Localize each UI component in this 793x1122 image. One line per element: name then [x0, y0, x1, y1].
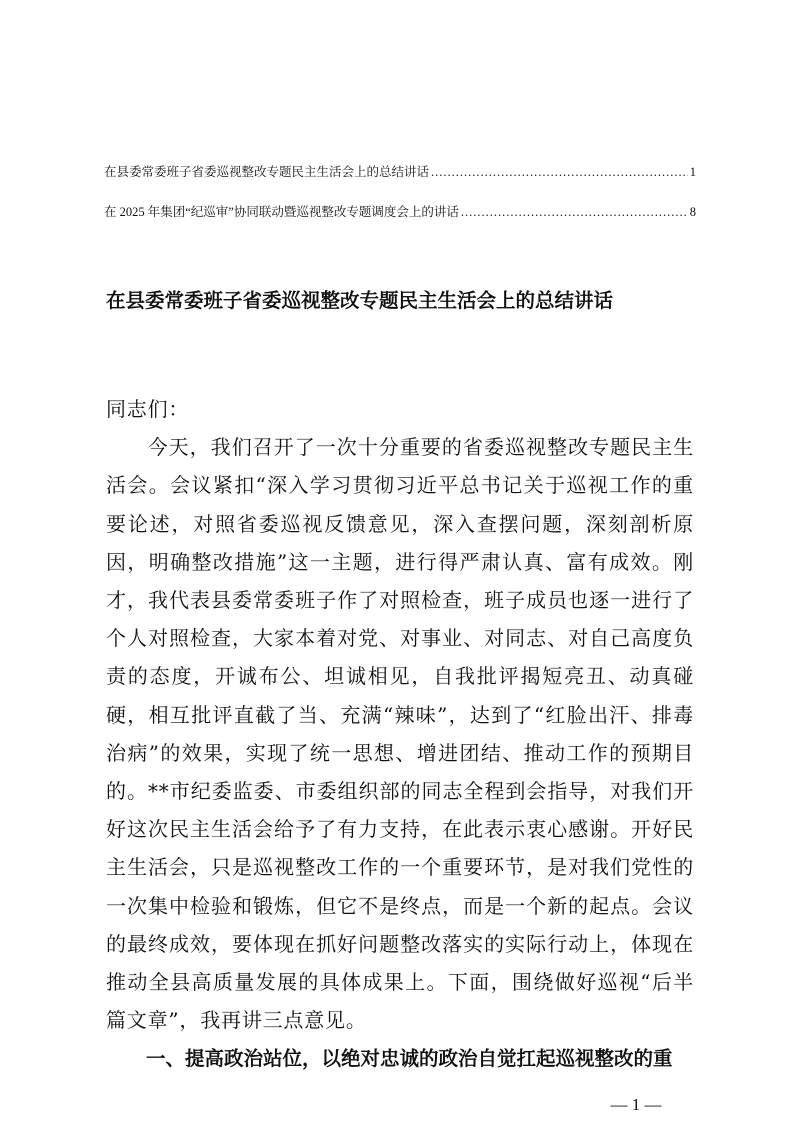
toc-entry-page: 1 — [689, 165, 696, 179]
section-heading: 一、提高政治站位，以绝对忠诚的政治自觉扛起巡视整改的重 — [146, 1047, 673, 1071]
toc-leader-dots — [431, 164, 688, 180]
document-body — [106, 390, 694, 1079]
toc-entry-page: 8 — [689, 205, 696, 219]
body-paragraph: 今天，我们召开了一次十分重要的省委巡视整改专题民主生活会。会议紧扣“深入学习贯彻习近平总书记关于巡视工作的重要论述，对照省委巡视反馈意见，深入查摆问题，深刻剖析原因，明确整改措施”这一主题，进行得严肃认真、富有成效。刚才，我代表县委常委班子作了对照检查，班子成员也逐一进行了个人对照检查，大家本着对党、对事业、对同志、对自己高度负责的态度，开诚布公、坦诚相见，自我批评揭短亮丑、动真碰硬，相互批评直截了当、充满“辣味”，达到了“红脸出汗、排毒治病”的效果，实现了统一思想、增进团结、推动工作的预期目的。**市纪委监委、市委组织部的同志全程到会指导，对我们开好这次民主生活会给予了有力支持，在此表示衷心感谢。开好民主生活会，只是巡视整改工作的一个重要环节，是对我们党性的一次集中检验和锻炼，但它不是终点，而是一个新的起点。会议的最终成效，要体现在抓好问题整改落实的实际行动上，体现在推动全县高质量发展的具体成果上。下面，围绕做好巡视“后半篇文章”，我再讲三点意见。 — [106, 435, 694, 1033]
toc-leader-dots — [461, 204, 688, 220]
salutation: 同志们： — [106, 397, 190, 421]
document-title: 在县委常委班子省委巡视整改专题民主生活会上的总结讲话 — [106, 289, 614, 312]
toc-entry-title: 在 2025 年集团“纪巡审”协同联动暨巡视整改专题调度会上的讲话 — [104, 205, 459, 219]
toc-entry-title: 在县委常委班子省委巡视整改专题民主生活会上的总结讲话 — [104, 165, 430, 179]
page-number: — 1 — — [610, 1095, 662, 1114]
toc-entry[interactable] — [104, 164, 696, 180]
toc-entry[interactable] — [104, 204, 696, 220]
